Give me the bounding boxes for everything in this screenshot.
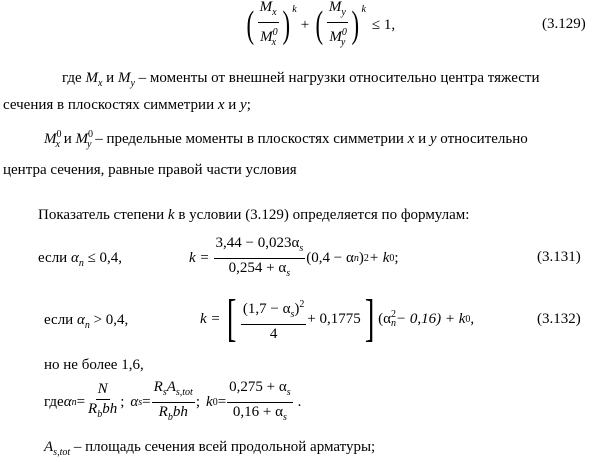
close-paren: ) [294, 300, 300, 317]
sub-x: x [97, 78, 103, 89]
minus-plus-k0: − 0,16) + k [396, 310, 466, 327]
fraction-mx [258, 0, 279, 51]
text-if: если [38, 250, 71, 266]
den-m: M [329, 29, 342, 45]
lhs-k: k = [200, 310, 221, 327]
note-max: но не более 1,6, [44, 357, 144, 373]
sup-0: 0 [87, 129, 93, 140]
symbol-mx: M [85, 70, 98, 86]
symbol-alpha: α [76, 312, 85, 328]
equation-number-3-132: (3.132) [537, 311, 581, 327]
sub-s: s [290, 308, 295, 320]
text-moments: – моменты от внешней нагрузки относительно центра тяжести [134, 70, 540, 86]
para1-line1 [62, 69, 540, 93]
sub-0: 0 [389, 252, 395, 264]
separator: ; [120, 393, 125, 410]
symbol-y: y [429, 131, 437, 147]
symbol-m0y: M [75, 131, 88, 147]
tail-term: (α [378, 310, 391, 327]
text-semicolon: ; [246, 97, 251, 113]
sub-s: s [299, 242, 304, 254]
symbol-x: x [407, 131, 415, 147]
symbol-alpha: α [70, 250, 79, 266]
exponent-k: k [361, 4, 366, 15]
tail-term: (0,4 − α [306, 249, 354, 266]
definitions-line [44, 380, 301, 424]
symbol-m0x: M [44, 131, 57, 147]
symbol-k: k [167, 207, 175, 223]
fraction-alpha-n [86, 381, 119, 423]
numerator: 0,275 + α [229, 378, 287, 395]
numerator: 3,44 − 0,023α [215, 234, 300, 251]
sub-x: x [55, 139, 60, 150]
text-if: если [44, 312, 77, 328]
rhs-le-1: ≤ 1, [371, 16, 396, 33]
num-m: M [328, 0, 342, 15]
right-paren: ) [351, 4, 359, 46]
sub-n: n [78, 258, 84, 269]
plus-sign: + [300, 16, 310, 33]
last-line [44, 438, 375, 462]
exponent-k: k [292, 4, 297, 15]
text-relative: относительно [436, 131, 528, 147]
symbol-y: y [240, 97, 247, 113]
text-and: и [224, 97, 241, 113]
sub-s: s [138, 396, 143, 408]
symbol-k0: k [206, 393, 213, 410]
left-paren: ( [246, 4, 255, 46]
sub-n: n [84, 320, 90, 331]
sub-stot: s,tot [53, 447, 71, 458]
sub-n: n [391, 318, 396, 329]
sub-stot: s,tot [175, 386, 193, 398]
den-r: R [158, 403, 168, 420]
text-and: и [414, 131, 430, 147]
symbol-my: M [117, 70, 131, 86]
right-paren: ) [282, 4, 290, 46]
sub-b: b [167, 411, 173, 423]
symbol-alpha-n: α [63, 393, 72, 410]
symbol-x: x [217, 97, 225, 113]
sub-s: s [282, 411, 287, 423]
sub-y: y [340, 37, 346, 48]
equals: = [76, 393, 86, 410]
sup-2: 2 [363, 252, 369, 264]
denominator: 0,254 + α [228, 259, 287, 276]
semicolon: ; [394, 249, 399, 266]
num-r: R [153, 378, 163, 395]
denominator: 0,16 + α [232, 403, 283, 420]
eq132-condition [44, 311, 128, 335]
sub-s: s [162, 386, 167, 398]
sub-x: x [271, 37, 277, 48]
plus-k0: + k [368, 249, 390, 266]
den-bh: bh [172, 403, 188, 420]
right-bracket: ] [364, 290, 375, 347]
fraction-alpha-s [152, 379, 195, 426]
sub-y: y [130, 78, 135, 89]
den-m: M [260, 29, 273, 45]
plus-constant: + 0,1775 [307, 310, 361, 327]
symbol-a: A [44, 439, 54, 455]
text-area: – площадь сечения всей продольной арматуры; [70, 439, 376, 455]
sub-s: s [286, 386, 291, 398]
text-and: и [102, 70, 118, 86]
text-limit-moments: – предельные моменты в плоскостях симметрии [91, 131, 408, 147]
sup-2: 2 [391, 309, 396, 320]
sup-0: 0 [272, 27, 278, 38]
text-condition-rhs: > 0,4, [89, 312, 129, 328]
text-and: и [59, 131, 76, 147]
text-condition-rhs: ≤ 0,4, [83, 250, 123, 266]
numerator-n: N [96, 381, 110, 400]
sub-y: y [341, 7, 346, 18]
numerator: (1,7 − α [242, 300, 291, 317]
den-bh: bh [102, 401, 118, 417]
text-section: сечения в плоскостях симметрии [3, 97, 218, 113]
equation-number-3-131: (3.131) [537, 249, 581, 265]
sup-2: 2 [299, 298, 305, 310]
sub-y: y [86, 139, 92, 150]
den-r: R [88, 401, 98, 417]
text-exponent: Показатель степени [38, 207, 168, 223]
fraction-132 [241, 296, 306, 343]
left-paren: ( [315, 4, 324, 46]
para3-line [38, 206, 469, 224]
sup-0: 0 [341, 27, 347, 38]
lhs-k: k = [189, 249, 210, 266]
para2-line1 [44, 126, 528, 154]
equation-number-3-129: (3.129) [542, 16, 586, 32]
eq131-condition [38, 249, 122, 273]
para2-line2: центра сечения, равные правой части условия [3, 162, 297, 178]
denominator: 4 [269, 325, 278, 342]
equation-3-131 [189, 235, 399, 281]
text-formulas: в условии (3.129) определяется по формулам: [174, 207, 470, 223]
left-bracket: [ [226, 290, 236, 347]
sub-b: b [97, 409, 103, 420]
sub-0: 0 [465, 313, 471, 325]
sub-n: n [353, 252, 359, 264]
period: . [297, 393, 302, 410]
text-gde: где [62, 70, 86, 86]
sup-0: 0 [56, 129, 62, 140]
text-gde: где [44, 393, 64, 410]
equation-3-129 [244, 2, 395, 48]
num-m: M [259, 0, 273, 15]
separator: ; [195, 393, 201, 410]
close-paren: ) [358, 249, 364, 266]
fraction-my [327, 0, 348, 51]
fraction-k0 [227, 379, 292, 426]
equals: = [142, 393, 151, 410]
equation-3-132 [200, 290, 475, 347]
num-a: A [166, 378, 176, 395]
para1-line2 [3, 96, 251, 114]
comma: , [470, 310, 475, 327]
sub-0: 0 [212, 396, 218, 408]
sub-s: s [286, 267, 291, 279]
symbol-alpha-s: α [130, 393, 139, 410]
equals: = [217, 393, 227, 410]
fraction-131 [214, 235, 306, 282]
sub-n: n [71, 396, 77, 408]
sub-x: x [272, 7, 277, 18]
